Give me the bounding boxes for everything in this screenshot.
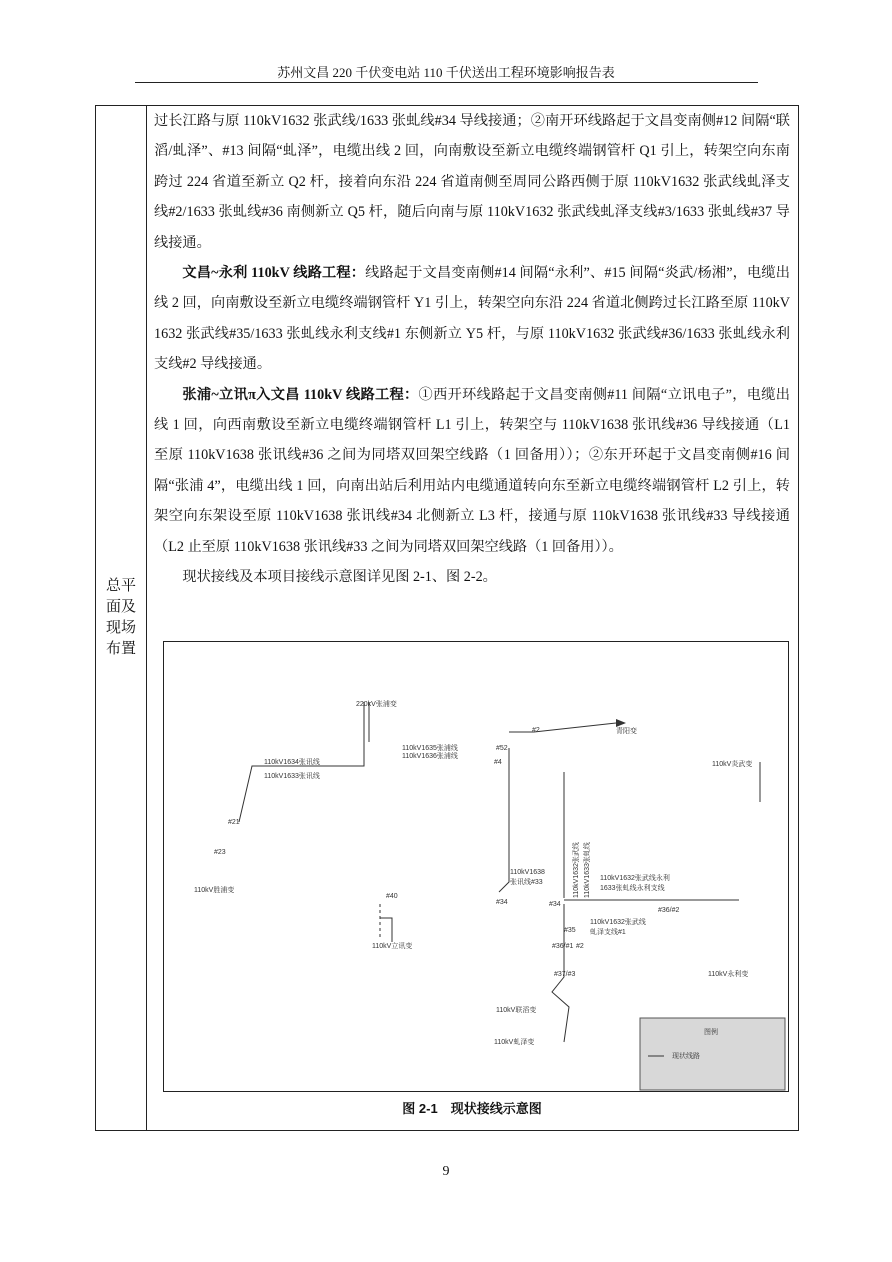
page-header: 苏州文昌 220 千伏变电站 110 千伏送出工程环境影响报告表 <box>277 65 615 80</box>
label-n36-1: #36/#1 <box>552 943 574 950</box>
label-sub-qingyang: 青阳变 <box>616 728 637 735</box>
paragraph-wenchang-yongli <box>154 258 790 380</box>
paragraph-heading: 文昌~永利 110kV 线路工程： <box>182 265 366 282</box>
label-n23: #23 <box>214 849 226 856</box>
paragraph-figure-ref: 现状接线及本项目接线示意图详见图 2-1、图 2-2。 <box>182 569 497 586</box>
line-qingyang <box>499 748 509 892</box>
wiring-diagram <box>163 641 789 1092</box>
label-n36-2: #36/#2 <box>658 907 680 914</box>
side-label <box>96 576 146 660</box>
label-n34a: #34 <box>496 899 508 906</box>
paragraph-south-loop: 过长江路与原 110kV1632 张武线/1633 张虬线#34 导线接通；②南开环线路起于文昌变南侧#12 间隔“联滔/虬泽”、#13 间隔“虬泽”，电缆出线 2 回，向南敷设至新立电缆终端钢管杆 Q1 引上，转架空向东南跨过 224 省道至新立 Q2 杆，接着向东沿 224 省道南侧至周同公路西侧于原 110kV1632 张武线虬泽支线#2/1633 张虬线#36 南侧新立 Q5 杆，随后向南与原 110kV1632 张武线虬泽支线#3/1633 张虬线#37 导线接通。 <box>154 113 790 251</box>
paragraph-text: ①西开环线路起于文昌变南侧#11 间隔“立讯电子”，电缆出线 1 回，向西南敷设至新立电缆终端钢管杆 L1 引上，转架空与 110kV1638 张讯线#36 导线接通（L1 至原 110kV1638 张讯线#36 之间为同塔双回架空线路（1 回备用））；②东开环起于文昌变南侧#16 间隔“张浦 4”，电缆出线 1 回，向南出站后利用站内电缆通道转向东至新立电缆终端钢管杆 L2 引上，转架空向东架设至原 110kV1638 张讯线#34 北侧新立 L3 杆，接通与原 110kV1638 张讯线#33 导线接通（L2 止至原 110kV1638 张讯线#33 之间为同塔双回架空线路（1 回备用））。 <box>154 386 790 555</box>
label-n37-3: #37/#3 <box>554 971 576 978</box>
page-number: 9 <box>442 1164 450 1179</box>
label-n52: #52 <box>496 745 508 752</box>
label-line-1635: 110kV1635张浦线 <box>402 745 458 752</box>
label-n21: #21 <box>228 819 240 826</box>
label-line-1634: 110kV1634张讯线 <box>264 759 320 766</box>
label-sub-yanwu: 110kV炎武变 <box>712 761 753 768</box>
paragraph-zhangpu-lixun <box>154 380 790 562</box>
label-n40: #40 <box>386 893 398 900</box>
legend <box>640 1018 785 1090</box>
label-sub-shenglun: 110kV胜浦变 <box>194 887 235 894</box>
line-lixun-solid <box>380 918 392 942</box>
label-line-1638b: 张讯线#33 <box>510 879 543 886</box>
label-line-yongli1: 110kV1632张武线永利 <box>600 875 670 882</box>
side-column <box>96 106 147 1130</box>
header-rule <box>135 82 758 83</box>
label-n4: #4 <box>494 759 502 766</box>
label-qiuze2: 虬泽支线#1 <box>590 929 626 936</box>
label-line-1636: 110kV1636张浦线 <box>402 753 458 760</box>
label-sub-lixun: 110kV立讯变 <box>372 943 413 950</box>
wiring-diagram-svg <box>164 642 788 1091</box>
side-label-line: 面及 <box>105 599 136 615</box>
side-label-line: 现场 <box>105 620 136 636</box>
legend-title: 图例 <box>704 1029 718 1036</box>
paragraph-text: 线路起于文昌变南侧#14 间隔“永利”、#15 间隔“炎武/杨湘”，电缆出线 2 回，向南敷设至新立电缆终端钢管杆 Y1 引上，转架空向东沿 224 省道北侧跨过长江路至原 110kV1632 张武线#35/1633 张虬线永利支线#1 东侧新立 Y5 杆，与原 110kV1632 张武线#36/1633 张虬线永利支线#2 导线接通。 <box>154 265 790 373</box>
label-sub-yongli: 110kV永利变 <box>708 971 749 978</box>
label-line-1633a: 110kV1633张讯线 <box>264 773 320 780</box>
figure-caption: 图 2-1 现状接线示意图 <box>402 1101 542 1116</box>
label-line-yongli2: 1633张虬线永利支线 <box>600 885 665 892</box>
arrow-qingyang <box>616 719 626 727</box>
paragraph-heading: 张浦~立讯π入文昌 110kV 线路工程： <box>182 386 419 403</box>
report-table <box>95 105 799 1131</box>
label-line-1638: 110kV1638 <box>510 869 545 876</box>
label-tx2: #2 <box>532 727 540 734</box>
legend-item: 现状线路 <box>672 1053 700 1060</box>
side-label-line: 布置 <box>105 641 136 657</box>
content-cell <box>154 106 790 593</box>
label-n34b: #34 <box>549 901 561 908</box>
label-qiuze1: 110kV1632张武线 <box>590 919 646 926</box>
side-label-line: 总平 <box>105 578 136 594</box>
label-sub-220: 220kV张浦变 <box>356 701 397 708</box>
label-n2: #2 <box>576 943 584 950</box>
label-line-1633v: 110kV1633张虬线 <box>584 842 591 898</box>
label-sub-qiuze: 110kV虬泽变 <box>494 1039 535 1046</box>
label-n35: #35 <box>564 927 576 934</box>
line-to-qingyang <box>509 723 616 732</box>
label-line-1632v: 110kV1632张武线 <box>573 842 580 898</box>
label-sub-lianjia: 110kV联滔变 <box>496 1007 537 1014</box>
